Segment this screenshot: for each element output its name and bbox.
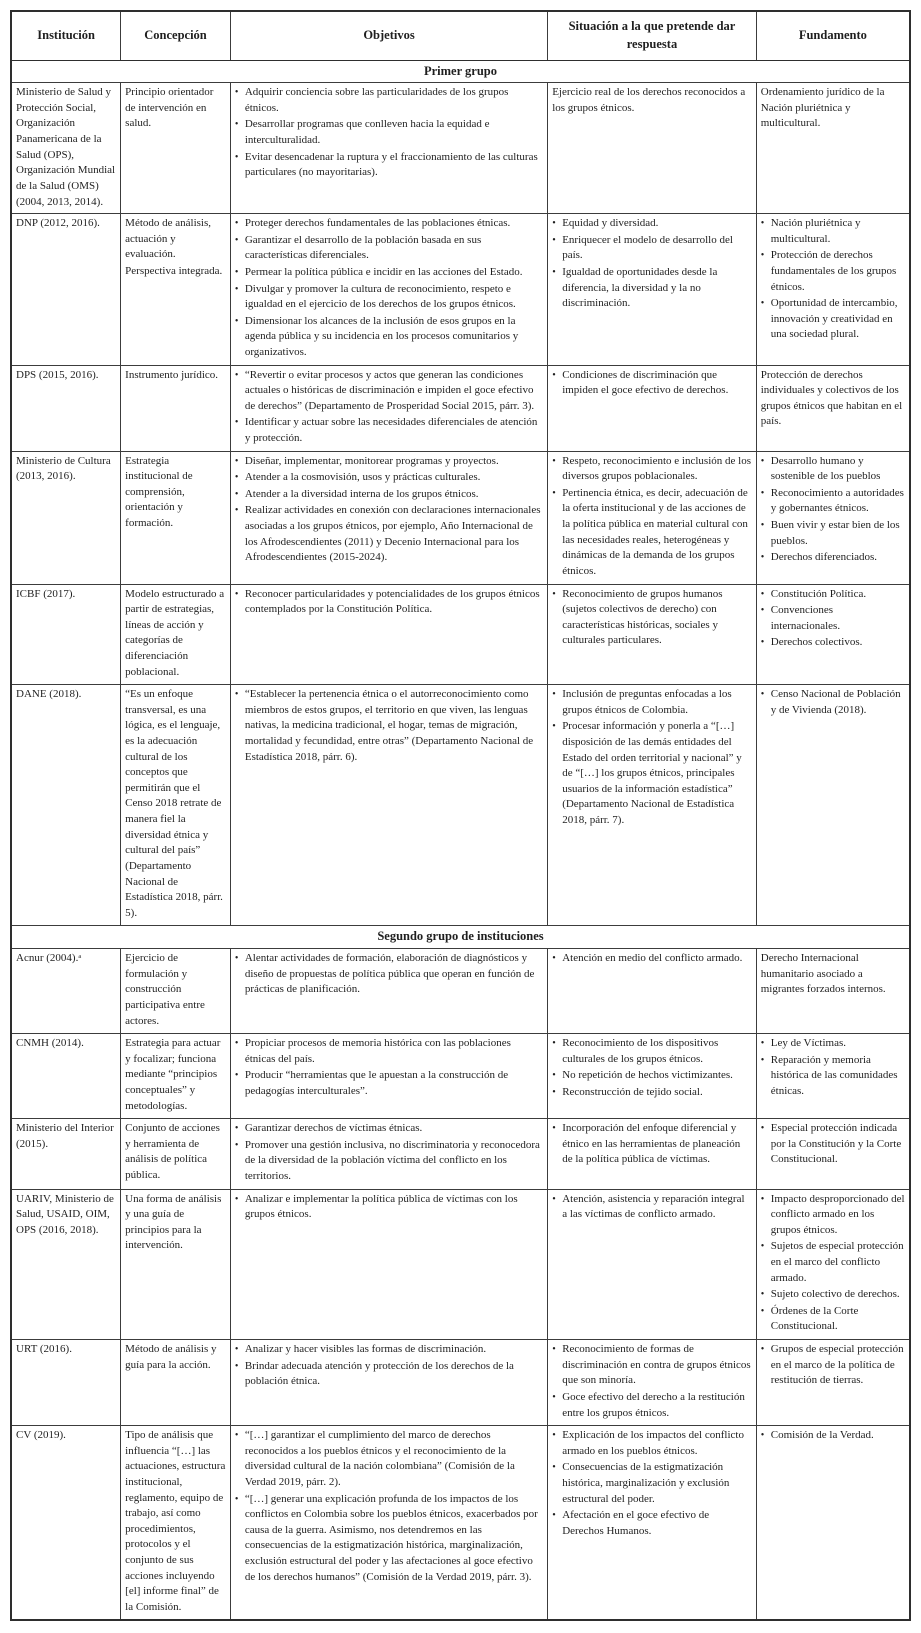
bullet-item (235, 487, 543, 503)
bullet-icon: • (234, 369, 239, 381)
table-row (11, 584, 910, 685)
bullet-text: Divulgar y promover la cultura de reconocimiento, respeto e igualdad en el ejercicio de los derechos de los grupos étnicos. (244, 282, 516, 311)
bullet-text: Inclusión de preguntas enfocadas a los grupos étnicos de Colombia. (562, 688, 732, 716)
bullet-item (552, 587, 752, 649)
bullet-icon: • (234, 1360, 239, 1372)
bullet-item (761, 1239, 905, 1286)
institution-cell: UARIV, Ministerio de Salud, USAID, OIM, OPS (2016, 2018). (11, 1189, 121, 1339)
bullet-icon: • (234, 266, 239, 278)
bullet-item (761, 486, 905, 517)
bullet-icon: • (552, 369, 556, 381)
bullet-item (235, 470, 543, 486)
situacion-cell (548, 451, 757, 584)
bullet-icon: • (552, 1430, 556, 1442)
bullet-text: No repetición de hechos victimizantes. (562, 1069, 733, 1082)
bullet-text: Realizar actividades en conexión con declaraciones internacionales asociadas a los grupos étnicos, por ejemplo, Año Internacional de los Afrodescendientes (2011) y Decenio Internacional para los Afrodescendientes (2015-2024). (244, 504, 541, 564)
bullet-icon: • (552, 1038, 556, 1050)
fundamento-cell (756, 1340, 910, 1426)
bullet-item (761, 587, 905, 603)
bullet-icon: • (760, 455, 765, 467)
bullet-icon: • (234, 1139, 239, 1151)
bullet-item (235, 1036, 543, 1067)
table-row (11, 1034, 910, 1119)
bullet-text: Derechos colectivos. (770, 636, 863, 649)
bullet-icon: • (760, 1038, 765, 1050)
bullet-text: “[…] garantizar el cumplimiento del marco de derechos reconocidos a los pueblos étnicos y el reconocimiento de la diversidad cultural de la nación colombiana” (Comisión de la Verdad 2019, párr. 2). (244, 1429, 515, 1488)
bullet-item (761, 550, 905, 566)
bullet-text: Sujetos de especial protección en el marco del conflicto armado. (770, 1240, 904, 1284)
bullet-item (235, 415, 543, 446)
column-header-institucion: Institución (11, 11, 121, 60)
bullet-text: Sujeto colectivo de derechos. (770, 1288, 900, 1301)
concepcion-cell (121, 584, 231, 685)
bullet-item (552, 368, 752, 399)
bullet-icon: • (552, 1391, 556, 1403)
bullet-item (235, 216, 543, 232)
bullet-icon: • (552, 1462, 556, 1474)
bullet-text: Afectación en el goce efectivo de Derechos Humanos. (562, 1509, 710, 1537)
fundamento-cell (756, 214, 910, 365)
bullet-icon: • (234, 588, 239, 600)
situacion-cell (548, 1119, 757, 1189)
bullet-icon: • (552, 266, 556, 278)
bullet-icon: • (234, 1344, 239, 1356)
bullet-text: Constitución Política. (770, 587, 867, 600)
bullet-icon: • (760, 588, 765, 600)
bullet-text: Identificar y actuar sobre las necesidades diferenciales de atención y protección. (244, 416, 538, 445)
bullet-text: Desarrollo humano y sostenible de los pueblos (770, 454, 881, 483)
column-header-situacion: Situación a la que pretende dar respuesta (548, 11, 757, 60)
bullet-text: Diseñar, implementar, monitorear programas y proyectos. (244, 454, 499, 467)
bullet-icon: • (234, 1123, 239, 1135)
concepcion-cell (121, 685, 231, 926)
bullet-text: Procesar información y ponerla a “[…] disposición de las demás entidades del Estado del orden territorial y nacional” y de “[…] los grupos étnicos, principales usuarios de la información estadística” (Departamento Nacional de Estadística 2018, párr. 7). (562, 720, 742, 827)
concepcion-cell (121, 1340, 231, 1426)
bullet-text: Reconocimiento de grupos humanos (sujetos colectivos de derecho) con características históricas, sociales y culturales particulares. (562, 587, 723, 647)
bullet-item (235, 85, 543, 116)
bullet-text: Especial protección indicada por la Constitución y la Corte Constitucional. (770, 1122, 902, 1166)
header-row (11, 11, 910, 60)
bullet-item (761, 687, 905, 718)
bullet-icon: • (760, 552, 765, 564)
bullet-icon: • (234, 1038, 239, 1050)
bullet-text: “Establecer la pertenencia étnica o el autorreconocimiento como miembros de estos grupos, el territorio en que viven, las lenguas nativas, la medicina tradicional, el hogar, temas de migración, mortalidad y fecundidad, entre otras” (Departamento Nacional de Estadística 2018, párr. 6). (244, 688, 534, 763)
bullet-text: Permear la política pública e incidir en las acciones del Estado. (244, 265, 523, 278)
bullet-text: Reconocimiento de formas de discriminación en contra de grupos étnicos que son minoría. (562, 1343, 751, 1387)
fundamento-cell (756, 451, 910, 584)
bullet-icon: • (234, 1430, 239, 1442)
objetivos-cell (230, 1119, 547, 1189)
bullet-icon: • (760, 487, 765, 499)
bullet-icon: • (552, 721, 556, 733)
concepcion-cell (121, 214, 231, 365)
situacion-cell (548, 949, 757, 1034)
bullet-icon: • (234, 1493, 239, 1505)
bullet-item (235, 1121, 543, 1137)
concepcion-cell (121, 1189, 231, 1339)
concepcion-cell (121, 1426, 231, 1621)
bullet-item (761, 518, 905, 549)
paragraph: Estrategia institucional de comprensión, orientación y formación. (125, 454, 193, 530)
bullet-icon: • (234, 1070, 239, 1082)
fundamento-cell (756, 584, 910, 685)
fundamento-cell (756, 1119, 910, 1189)
objetivos-cell (230, 1034, 547, 1119)
objetivos-cell (230, 584, 547, 685)
bullet-icon: • (234, 87, 239, 99)
bullet-item (761, 1121, 905, 1168)
concepcion-cell (121, 949, 231, 1034)
bullet-text: Incorporación del enfoque diferencial y étnico en las herramientas de planeación de la política pública de víctimas. (562, 1122, 741, 1166)
institution-cell: Ministerio de Salud y Protección Social, Organización Panamericana de la Salud (OPS), Organización Mundial de la Salud (OMS) (2004, 2013, 2014). (11, 83, 121, 214)
bullet-icon: • (760, 637, 765, 649)
bullet-text: Proteger derechos fundamentales de las poblaciones étnicas. (244, 217, 511, 230)
bullet-item (235, 368, 543, 415)
paragraph: Protección de derechos individuales y colectivos de los grupos étnicos que habitan en el país. (760, 368, 903, 428)
bullet-text: Buen vivir y estar bien de los pueblos. (770, 519, 900, 547)
paragraph: Principio orientador de intervención en salud. (125, 86, 214, 130)
paragraph: Perspectiva integrada. (125, 264, 223, 277)
bullet-item (552, 1036, 752, 1067)
column-header-fundamento: Fundamento (756, 11, 910, 60)
bullet-text: Respeto, reconocimiento e inclusión de los diversos grupos poblacionales. (562, 454, 751, 483)
fundamento-cell (756, 949, 910, 1034)
bullet-icon: • (552, 234, 556, 246)
institution-cell: DPS (2015, 2016). (11, 365, 121, 451)
bullet-item (761, 603, 905, 634)
paragraph: Método de análisis y guía para la acción. (125, 1343, 217, 1371)
bullet-icon: • (552, 1510, 556, 1522)
bullet-text: Igualdad de oportunidades desde la diferencia, la diversidad y la no discriminación. (562, 265, 718, 310)
paragraph: Instrumento jurídico. (125, 368, 219, 381)
bullet-item (552, 265, 752, 312)
bullet-item (235, 503, 543, 565)
bullet-text: Garantizar derechos de víctimas étnicas. (244, 1122, 423, 1135)
bullet-item (235, 454, 543, 470)
bullet-text: Analizar e implementar la política pública de víctimas con los grupos étnicos. (244, 1192, 518, 1221)
bullet-item (761, 1428, 905, 1444)
objetivos-cell (230, 214, 547, 365)
group-title: Segundo grupo de instituciones (11, 926, 910, 949)
bullet-text: Alentar actividades de formación, elaboración de diagnósticos y diseño de propuestas de política pública que operan en función de prácticas de planificación. (244, 952, 535, 996)
bullet-text: “[…] generar una explicación profunda de los impactos de los conflictos en Colombia sobre los pueblos étnicos, exacerbados por causa de la guerra. Asimismo, nos detendremos en las consecuencias de la estigmatización histórica, marginalización, exclusión estructural del poder y las afectaciones al goce efectivo de los derechos humanos” (Comisión de la Verdad 2019, párr. 3). (244, 1492, 538, 1583)
bullet-text: Evitar desencadenar la ruptura y el fraccionamiento de las culturas particulares (no mayoritarias). (244, 150, 538, 179)
bullet-icon: • (760, 250, 765, 262)
paragraph: Estrategia para actuar y focalizar; funciona mediante “principios conceptuales” y metodologías. (125, 1037, 221, 1112)
bullet-text: Dimensionar los alcances de la inclusión de esos grupos en la agenda pública y su incidencia en los procesos comunitarios y organizativos. (244, 314, 519, 358)
bullet-item (761, 635, 905, 651)
bullet-text: Nación pluriétnica y multicultural. (770, 217, 861, 245)
bullet-text: Grupos de especial protección en el marco de la política de restitución de tierras. (770, 1343, 904, 1387)
bullet-text: Atención, asistencia y reparación integral a las víctimas de conflicto armado. (562, 1192, 745, 1221)
bullet-item (552, 1460, 752, 1507)
bullet-text: Reconocimiento de los dispositivos culturales de los grupos étnicos. (562, 1037, 719, 1065)
table-row (11, 365, 910, 451)
bullet-icon: • (552, 953, 556, 965)
concepcion-cell (121, 451, 231, 584)
bullet-icon: • (760, 1289, 765, 1301)
fundamento-cell (756, 1426, 910, 1621)
objetivos-cell (230, 685, 547, 926)
bullet-item (761, 1287, 905, 1303)
bullet-item (235, 1359, 543, 1390)
bullet-icon: • (234, 218, 239, 230)
bullet-icon: • (234, 689, 239, 701)
institution-cell: Ministerio del Interior (2015). (11, 1119, 121, 1189)
bullet-item (552, 233, 752, 264)
bullet-item (235, 1068, 543, 1099)
bullet-icon: • (234, 119, 239, 131)
bullet-text: Adquirir conciencia sobre las particularidades de los grupos étnicos. (244, 86, 509, 114)
institution-cell: ICBF (2017). (11, 584, 121, 685)
bullet-item (761, 248, 905, 295)
column-header-objetivos: Objetivos (230, 11, 547, 60)
paragraph: Ordenamiento jurídico de la Nación pluriétnica y multicultural. (760, 86, 885, 130)
bullet-icon: • (552, 1086, 556, 1098)
bullet-icon: • (760, 218, 765, 230)
bullet-item (552, 1428, 752, 1459)
situacion-cell (548, 1189, 757, 1339)
bullet-item (552, 1390, 752, 1421)
bullet-item (552, 1121, 752, 1168)
bullet-icon: • (234, 151, 239, 163)
institution-cell: DNP (2012, 2016). (11, 214, 121, 365)
bullet-icon: • (760, 298, 765, 310)
bullet-icon: • (552, 455, 556, 467)
bullet-icon: • (760, 1344, 765, 1356)
bullet-icon: • (760, 1430, 765, 1442)
paragraph: Tipo de análisis que influencia “[…] las actuaciones, estructura institucional, reglamento, equipo de trabajo, así como procedimientos, protocolos y el conjunto de sus acciones incluyendo [el] informe final” de la Comisión. (125, 1429, 226, 1613)
bullet-icon: • (552, 1123, 556, 1135)
bullet-item (552, 216, 752, 232)
bullet-item (761, 1053, 905, 1100)
bullet-text: Pertinencia étnica, es decir, adecuación de la oferta institucional y de las acciones de la política pública en material cultural con las necesidades reales, heterogéneas y dinámicas de la demanda de los grupos étnicos. (562, 486, 748, 577)
situacion-cell (548, 584, 757, 685)
table-row (11, 1189, 910, 1339)
bullet-text: Equidad y diversidad. (562, 217, 659, 230)
institution-cell: Acnur (2004).ᵃ (11, 949, 121, 1034)
bullet-icon: • (552, 218, 556, 230)
bullet-item (235, 1428, 543, 1490)
table-row (11, 214, 910, 365)
paragraph: Derecho Internacional humanitario asociado a migrantes forzados internos. (760, 952, 886, 996)
table-row (11, 685, 910, 926)
bullet-text: Brindar adecuada atención y protección de los derechos de la población étnica. (244, 1359, 514, 1388)
bullet-item (235, 117, 543, 148)
table-body (11, 60, 910, 1620)
objetivos-cell (230, 949, 547, 1034)
bullet-icon: • (552, 689, 556, 701)
bullet-text: Producir “herramientas que le apuestan a la construcción de pedagogías interculturales”. (244, 1069, 509, 1097)
table-row (11, 949, 910, 1034)
bullet-text: Reconocer particularidades y potencialidades de los grupos étnicos contemplados por la Constitución Política. (244, 587, 540, 616)
bullet-text: Impacto desproporcionado del conflicto armado en los grupos étnicos. (770, 1192, 905, 1236)
bullet-item (235, 150, 543, 181)
table-row (11, 1426, 910, 1621)
bullet-item (761, 454, 905, 485)
group-header-row (11, 926, 910, 949)
bullet-item (235, 314, 543, 361)
bullet-icon: • (552, 1070, 556, 1082)
bullet-icon: • (234, 417, 239, 429)
bullet-item (552, 719, 752, 828)
bullet-text: Reconstrucción de tejido social. (562, 1085, 703, 1098)
bullet-item (761, 216, 905, 247)
bullet-text: Condiciones de discriminación que impiden el goce efectivo de derechos. (562, 368, 729, 397)
bullet-item (552, 1068, 752, 1084)
paragraph: Método de análisis, actuación y evaluación. (125, 217, 212, 261)
table-header (11, 11, 910, 60)
bullet-item (235, 1192, 543, 1223)
table-row (11, 1119, 910, 1189)
bullet-item (552, 1085, 752, 1101)
bullet-icon: • (234, 1193, 239, 1205)
bullet-icon: • (760, 1054, 765, 1066)
situacion-cell (548, 1034, 757, 1119)
bullet-text: Goce efectivo del derecho a la restitución entre los grupos étnicos. (562, 1390, 745, 1419)
bullet-item (235, 1138, 543, 1185)
bullet-text: Atender a la cosmovisión, usos y prácticas culturales. (244, 471, 481, 484)
bullet-text: Derechos diferenciados. (770, 551, 878, 564)
bullet-item (552, 687, 752, 718)
bullet-item (235, 1492, 543, 1586)
bullet-icon: • (760, 1123, 765, 1135)
bullet-item (235, 951, 543, 998)
bullet-item (552, 486, 752, 580)
institution-cell: DANE (2018). (11, 685, 121, 926)
bullet-item (552, 454, 752, 485)
bullet-icon: • (234, 472, 239, 484)
objetivos-cell (230, 1340, 547, 1426)
bullet-icon: • (234, 234, 239, 246)
bullet-text: Convenciones internacionales. (770, 604, 841, 632)
bullet-icon: • (552, 1344, 556, 1356)
institutions-comparison-table (10, 10, 911, 1621)
bullet-icon: • (234, 283, 239, 295)
bullet-item (552, 1192, 752, 1223)
bullet-icon: • (760, 1193, 765, 1205)
paragraph: “Es un enfoque transversal, es una lógica, es el lenguaje, es la adecuación cultural de los conceptos que permitirán que el Censo 2018 retrate de manera fiel la diversidad étnica y cultural del país” (Departamento Nacional de Estadística 2018, párr. 5). (125, 688, 223, 919)
bullet-item (761, 1036, 905, 1052)
bullet-text: Reparación y memoria histórica de las comunidades étnicas. (770, 1053, 898, 1097)
bullet-text: Explicación de los impactos del conflicto armado en los pueblos étnicos. (562, 1429, 744, 1457)
fundamento-cell (756, 83, 910, 214)
fundamento-cell (756, 685, 910, 926)
bullet-text: Enriquecer el modelo de desarrollo del país. (562, 233, 733, 262)
concepcion-cell (121, 1119, 231, 1189)
bullet-icon: • (760, 1305, 765, 1317)
bullet-text: Atender a la diversidad interna de los grupos étnicos. (244, 487, 479, 500)
bullet-text: Garantizar el desarrollo de la población basada en sus características diferenciales. (244, 233, 482, 262)
bullet-text: Ley de Víctimas. (770, 1037, 846, 1050)
fundamento-cell (756, 1034, 910, 1119)
table-row (11, 451, 910, 584)
paragraph: Ejercicio real de los derechos reconocidos a los grupos étnicos. (552, 86, 746, 114)
concepcion-cell (121, 83, 231, 214)
objetivos-cell (230, 365, 547, 451)
paragraph: Conjunto de acciones y herramienta de análisis de política pública. (125, 1122, 220, 1181)
objetivos-cell (230, 1426, 547, 1621)
bullet-item (761, 1304, 905, 1335)
bullet-icon: • (234, 953, 239, 965)
fundamento-cell (756, 1189, 910, 1339)
bullet-text: Desarrollar programas que conlleven hacia la equidad e interculturalidad. (244, 118, 490, 147)
bullet-icon: • (552, 487, 556, 499)
institution-cell: CNMH (2014). (11, 1034, 121, 1119)
objetivos-cell (230, 83, 547, 214)
column-header-concepcion: Concepción (121, 11, 231, 60)
bullet-item (552, 951, 752, 967)
bullet-item (552, 1342, 752, 1389)
paragraph: Modelo estructurado a partir de estrategias, líneas de acción y categorías de diferenciación poblacional. (125, 587, 225, 678)
institution-cell: URT (2016). (11, 1340, 121, 1426)
bullet-icon: • (760, 605, 765, 617)
bullet-text: “Revertir o evitar procesos y actos que generan las condiciones actuales o históricas de discriminación e impiden el goce efectivo de derechos” (Departamento de Prosperidad Social 2015, párr. 3). (244, 368, 535, 412)
situacion-cell (548, 1426, 757, 1621)
bullet-text: Analizar y hacer visibles las formas de discriminación. (244, 1343, 487, 1356)
situacion-cell (548, 214, 757, 365)
bullet-icon: • (760, 520, 765, 532)
bullet-text: Atención en medio del conflicto armado. (562, 952, 743, 965)
bullet-item (761, 1192, 905, 1239)
objetivos-cell (230, 1189, 547, 1339)
bullet-text: Propiciar procesos de memoria histórica con las poblaciones étnicas del país. (244, 1037, 511, 1065)
bullet-icon: • (234, 315, 239, 327)
situacion-cell (548, 365, 757, 451)
bullet-item (761, 296, 905, 343)
bullet-icon: • (234, 505, 239, 517)
bullet-item (761, 1342, 905, 1389)
bullet-icon: • (234, 455, 239, 467)
bullet-text: Reconocimiento a autoridades y gobernantes étnicos. (770, 486, 904, 515)
bullet-item (235, 265, 543, 281)
objetivos-cell (230, 451, 547, 584)
bullet-item (235, 1342, 543, 1358)
institution-cell: Ministerio de Cultura (2013, 2016). (11, 451, 121, 584)
institution-cell: CV (2019). (11, 1426, 121, 1621)
bullet-icon: • (552, 1193, 556, 1205)
bullet-icon: • (234, 488, 239, 500)
paragraph: Una forma de análisis y una guía de principios para la intervención. (125, 1192, 222, 1252)
bullet-icon: • (552, 588, 556, 600)
paragraph: Ejercicio de formulación y construcción participativa entre actores. (125, 952, 205, 1027)
table-row (11, 1340, 910, 1426)
concepcion-cell (121, 1034, 231, 1119)
table-row (11, 83, 910, 214)
bullet-text: Consecuencias de la estigmatización histórica, marginalización y exclusión estructural del poder. (562, 1461, 730, 1505)
bullet-text: Oportunidad de intercambio, innovación y creatividad en una sociedad plural. (770, 297, 898, 341)
bullet-item (235, 282, 543, 313)
group-title: Primer grupo (11, 60, 910, 83)
bullet-text: Protección de derechos fundamentales de los grupos étnicos. (770, 249, 897, 293)
group-header-row (11, 60, 910, 83)
bullet-text: Comisión de la Verdad. (770, 1429, 874, 1442)
bullet-item (235, 687, 543, 765)
bullet-item (235, 587, 543, 618)
bullet-item (235, 233, 543, 264)
bullet-text: Censo Nacional de Población y de Vivienda (2018). (770, 688, 901, 716)
bullet-icon: • (760, 689, 765, 701)
concepcion-cell (121, 365, 231, 451)
bullet-text: Promover una gestión inclusiva, no discriminatoria y reconocedora de la diversidad de la población víctima del conflicto en los territorios. (244, 1138, 540, 1182)
situacion-cell (548, 1340, 757, 1426)
fundamento-cell (756, 365, 910, 451)
situacion-cell (548, 685, 757, 926)
bullet-icon: • (760, 1241, 765, 1253)
situacion-cell (548, 83, 757, 214)
bullet-text: Órdenes de la Corte Constitucional. (770, 1304, 859, 1333)
